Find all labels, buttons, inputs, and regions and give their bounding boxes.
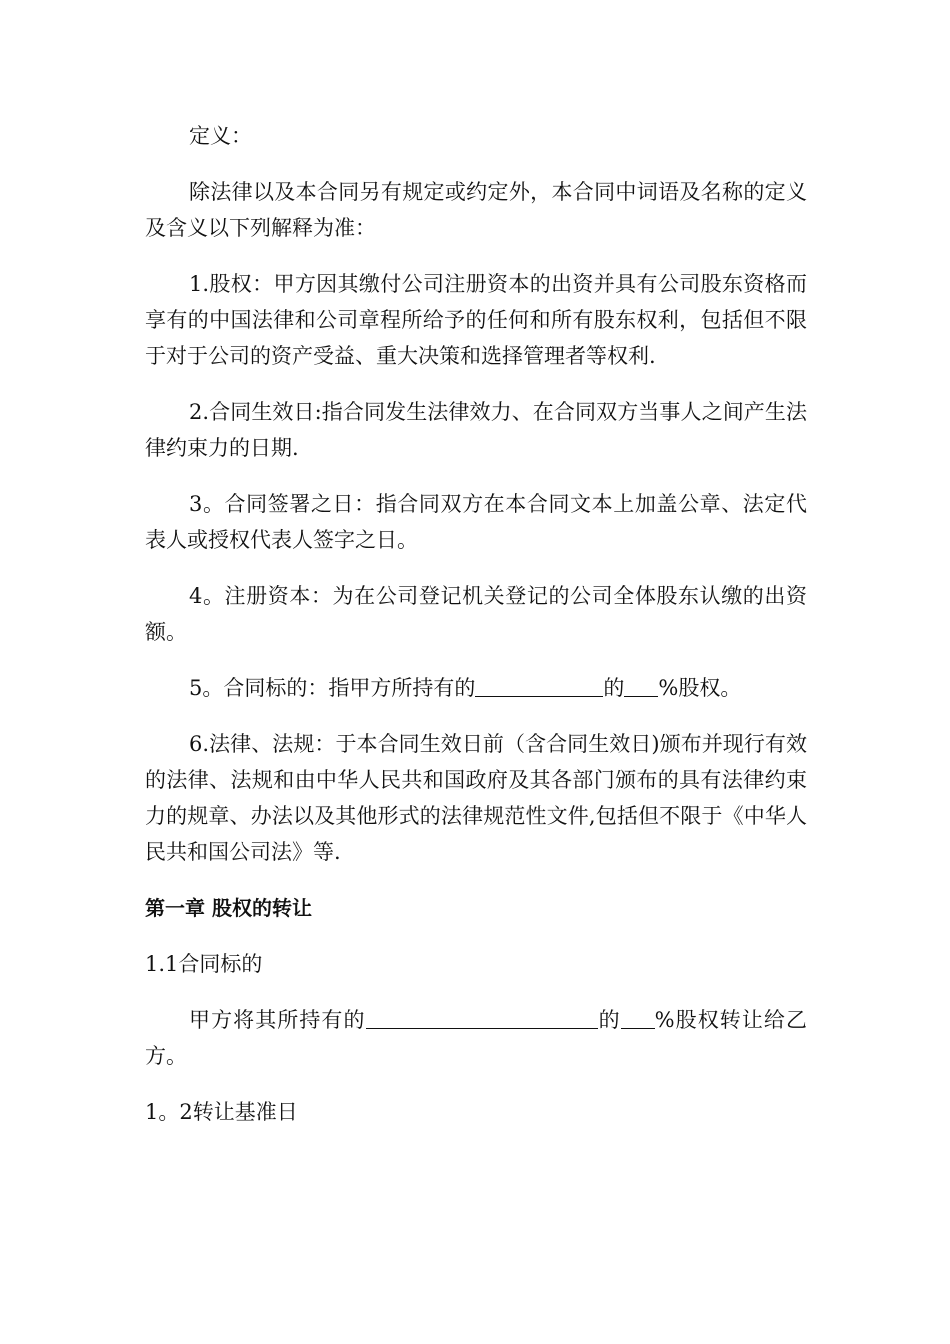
section-text-transfer-2: 的 (597, 1008, 621, 1032)
company-name-blank[interactable] (475, 674, 603, 697)
definition-item-contract-subject-text-2: 的 (603, 676, 625, 700)
section-title-base-date: 1。2转让基准日 (145, 1100, 298, 1124)
definition-item-contract-subject (145, 670, 807, 706)
chapter-title: 第一章 股权的转让 (145, 896, 312, 920)
definitions-intro: 除法律以及本合同另有规定或约定外，本合同中词语及名称的定义及含义以下列解释为准： (145, 180, 807, 240)
company-name-blank-2[interactable] (366, 1006, 598, 1029)
definition-item-contract-subject-text-1: 5。合同标的：指甲方所持有的 (189, 676, 476, 700)
section-text-transfer-3: %股权转让给乙方。 (145, 1008, 807, 1068)
section-title-contract-subject: 1.1合同标的 (145, 952, 263, 976)
percentage-blank[interactable] (624, 674, 658, 697)
definition-item-contract-subject-text-3: %股权。 (658, 676, 742, 700)
definition-item-equity: 1.股权：甲方因其缴付公司注册资本的出资并具有公司股东资格而享有的中国法律和公司章程所给予的任何和所有股东权利，包括但不限于对于公司的资产受益、重大决策和选择管理者等权利. (145, 272, 807, 368)
definition-item-registered-capital: 4。注册资本：为在公司登记机关登记的公司全体股东认缴的出资额。 (145, 584, 807, 644)
definition-item-laws: 6.法律、法规：于本合同生效日前（含合同生效日)颁布并现行有效的法律、法规和由中华人民共和国政府及其各部门颁布的具有法律约束力的规章、办法以及其他形式的法律规范性文件,包括但不限于《中华人民共和国公司法》等. (145, 732, 807, 864)
section-text-transfer (145, 1002, 807, 1074)
definition-item-effective-date: 2.合同生效日:指合同发生法律效力、在合同双方当事人之间产生法律约束力的日期. (145, 400, 807, 460)
definition-item-signing-date: 3。合同签署之日：指合同双方在本合同文本上加盖公章、法定代表人或授权代表人签字之日。 (145, 492, 807, 552)
document-page (145, 118, 807, 1150)
section-text-transfer-1: 甲方将其所持有的 (189, 1008, 366, 1032)
definitions-heading: 定义： (189, 124, 252, 148)
percentage-blank-2[interactable] (621, 1006, 655, 1029)
